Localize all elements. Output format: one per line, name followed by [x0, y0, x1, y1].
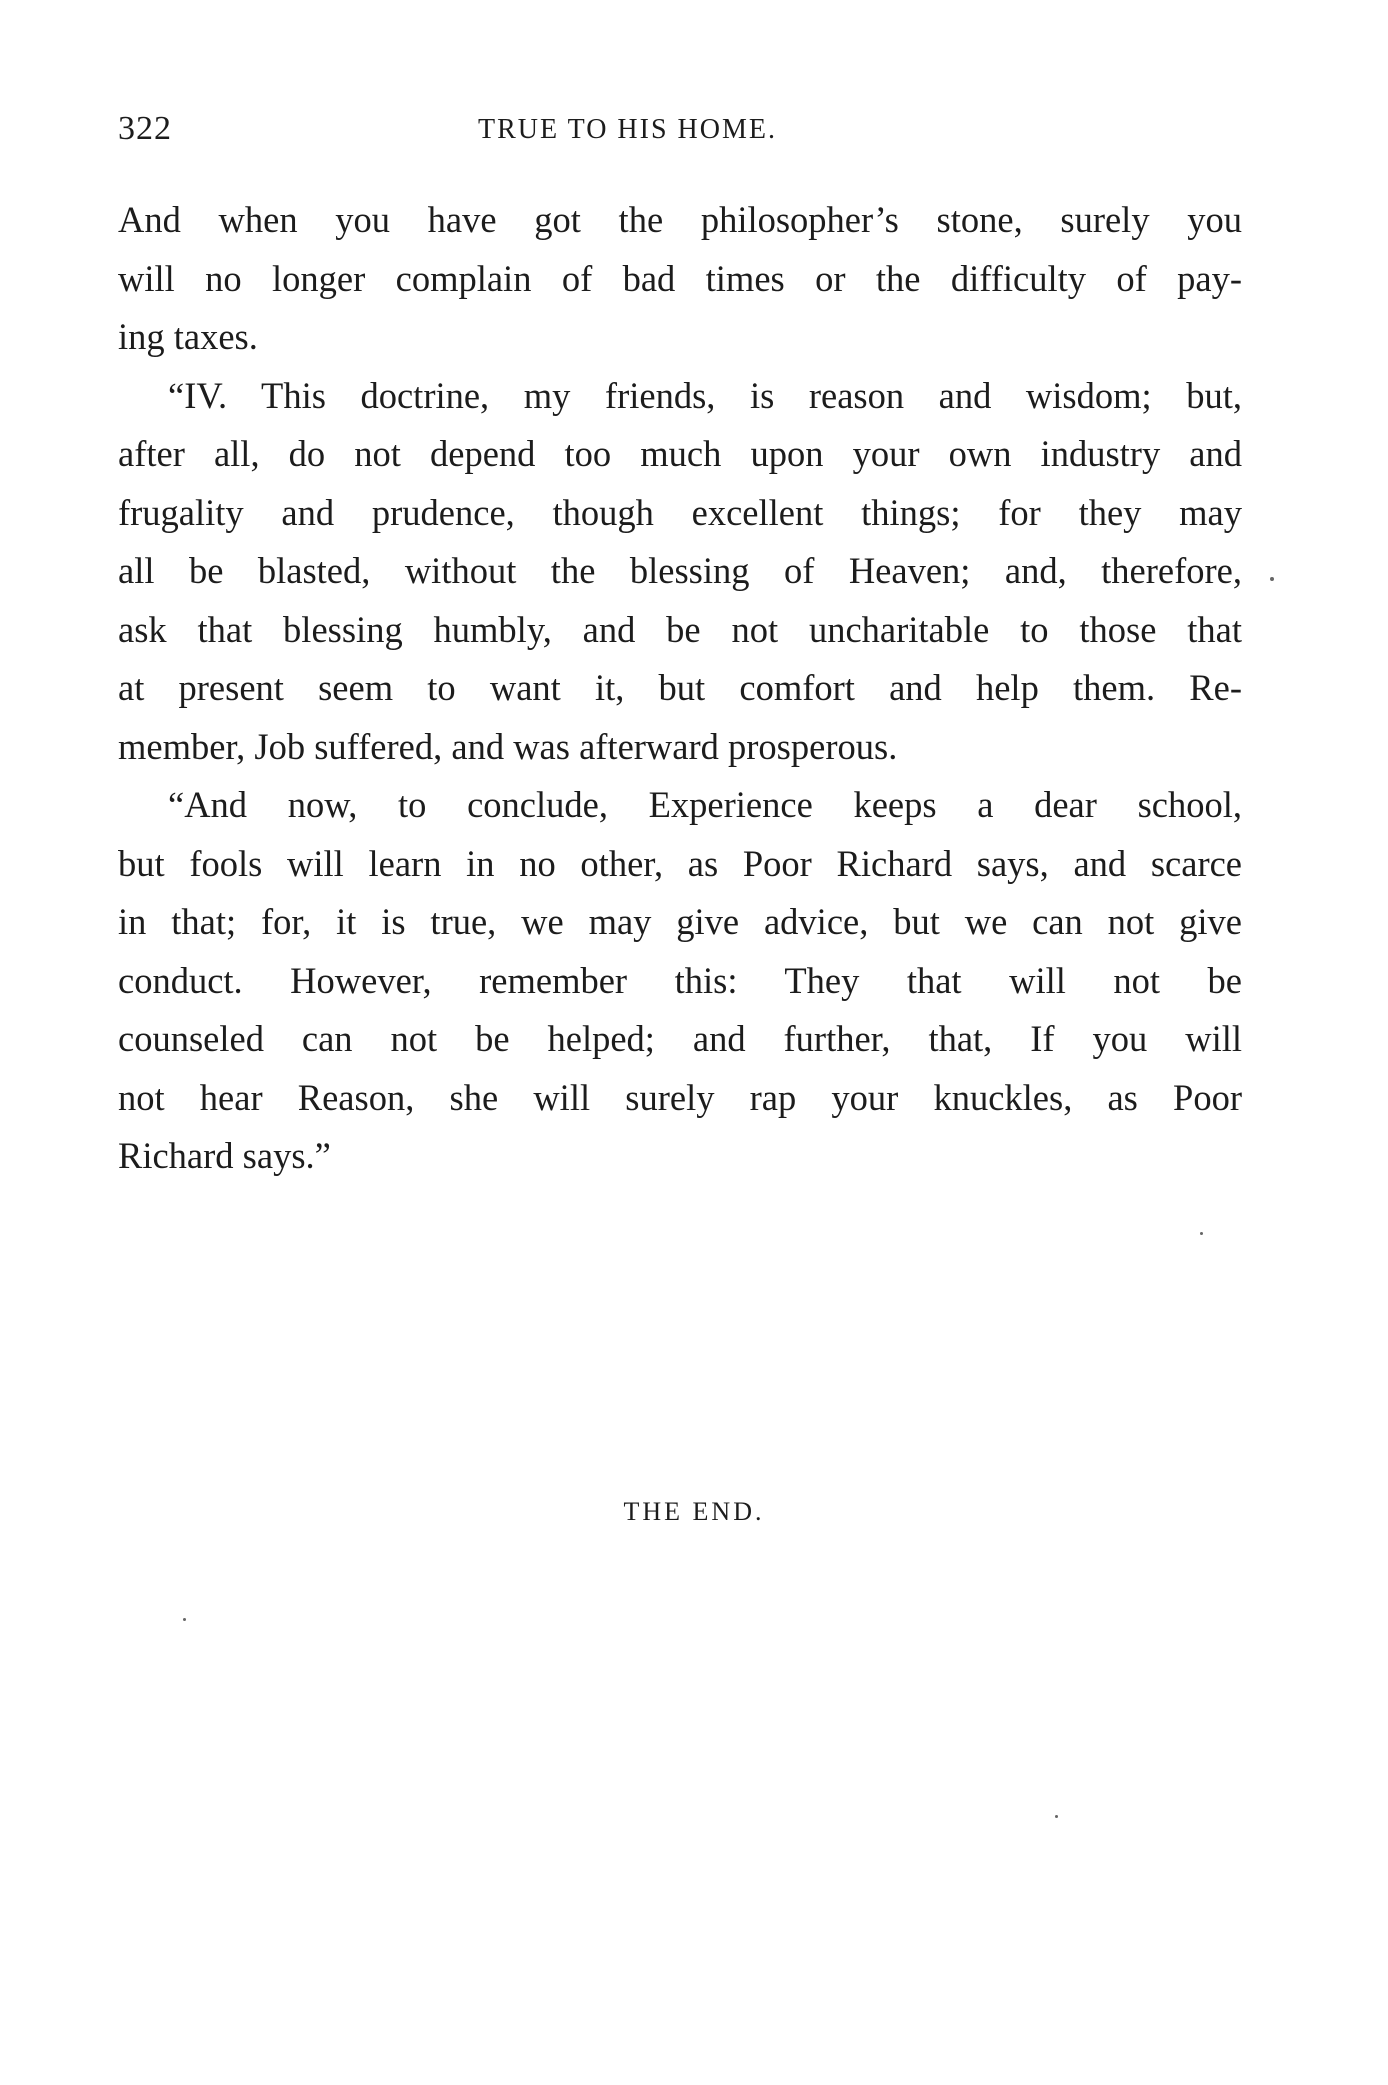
body-text	[118, 191, 1242, 1186]
end-mark: THE END.	[623, 1497, 765, 1526]
paragraph-3	[118, 776, 1242, 1186]
text-line: And when you have got the philosopher’s stone, surely you	[118, 199, 1242, 240]
page-header	[118, 110, 1242, 160]
print-speck	[1200, 1232, 1203, 1235]
paragraph-2	[118, 367, 1242, 777]
text-line: not hear Reason, she will surely rap your knuckles, as Poor	[118, 1076, 1242, 1118]
text-line: conduct. However, remember this: They that will not be	[118, 959, 1242, 1001]
page-number: 322	[118, 110, 172, 147]
running-head: TRUE TO HIS HOME.	[478, 114, 777, 145]
text-line: member, Job suffered, and was afterward prosperous.	[118, 725, 898, 767]
text-line: will no longer complain of bad times or the difficulty of pay-	[118, 257, 1242, 299]
text-line: in that; for, it is true, we may give advice, but we can not give	[118, 901, 1242, 942]
text-line: frugality and prudence, though excellent things; for they may	[118, 491, 1242, 533]
text-line: “IV. This doctrine, my friends, is reason and wisdom; but,	[168, 374, 1242, 416]
text-line: all be blasted, without the blessing of Heaven; and, therefore,	[118, 550, 1242, 591]
print-speck	[183, 1618, 186, 1621]
print-speck	[1270, 577, 1274, 581]
paragraph-1	[118, 191, 1242, 367]
text-line: but fools will learn in no other, as Poor Richard says, and scarce	[118, 842, 1242, 884]
text-line: “And now, to conclude, Experience keeps a dear school,	[168, 784, 1242, 825]
text-line: ask that blessing humbly, and be not uncharitable to those that	[118, 608, 1242, 650]
text-line: Richard says.”	[118, 1135, 331, 1176]
text-line: counseled can not be helped; and further, that, If you will	[118, 1018, 1242, 1059]
text-line: at present seem to want it, but comfort and help them. Re-	[118, 667, 1242, 708]
text-line: ing taxes.	[118, 316, 258, 357]
print-speck	[1055, 1815, 1058, 1818]
text-line: after all, do not depend too much upon your own industry and	[118, 433, 1242, 474]
